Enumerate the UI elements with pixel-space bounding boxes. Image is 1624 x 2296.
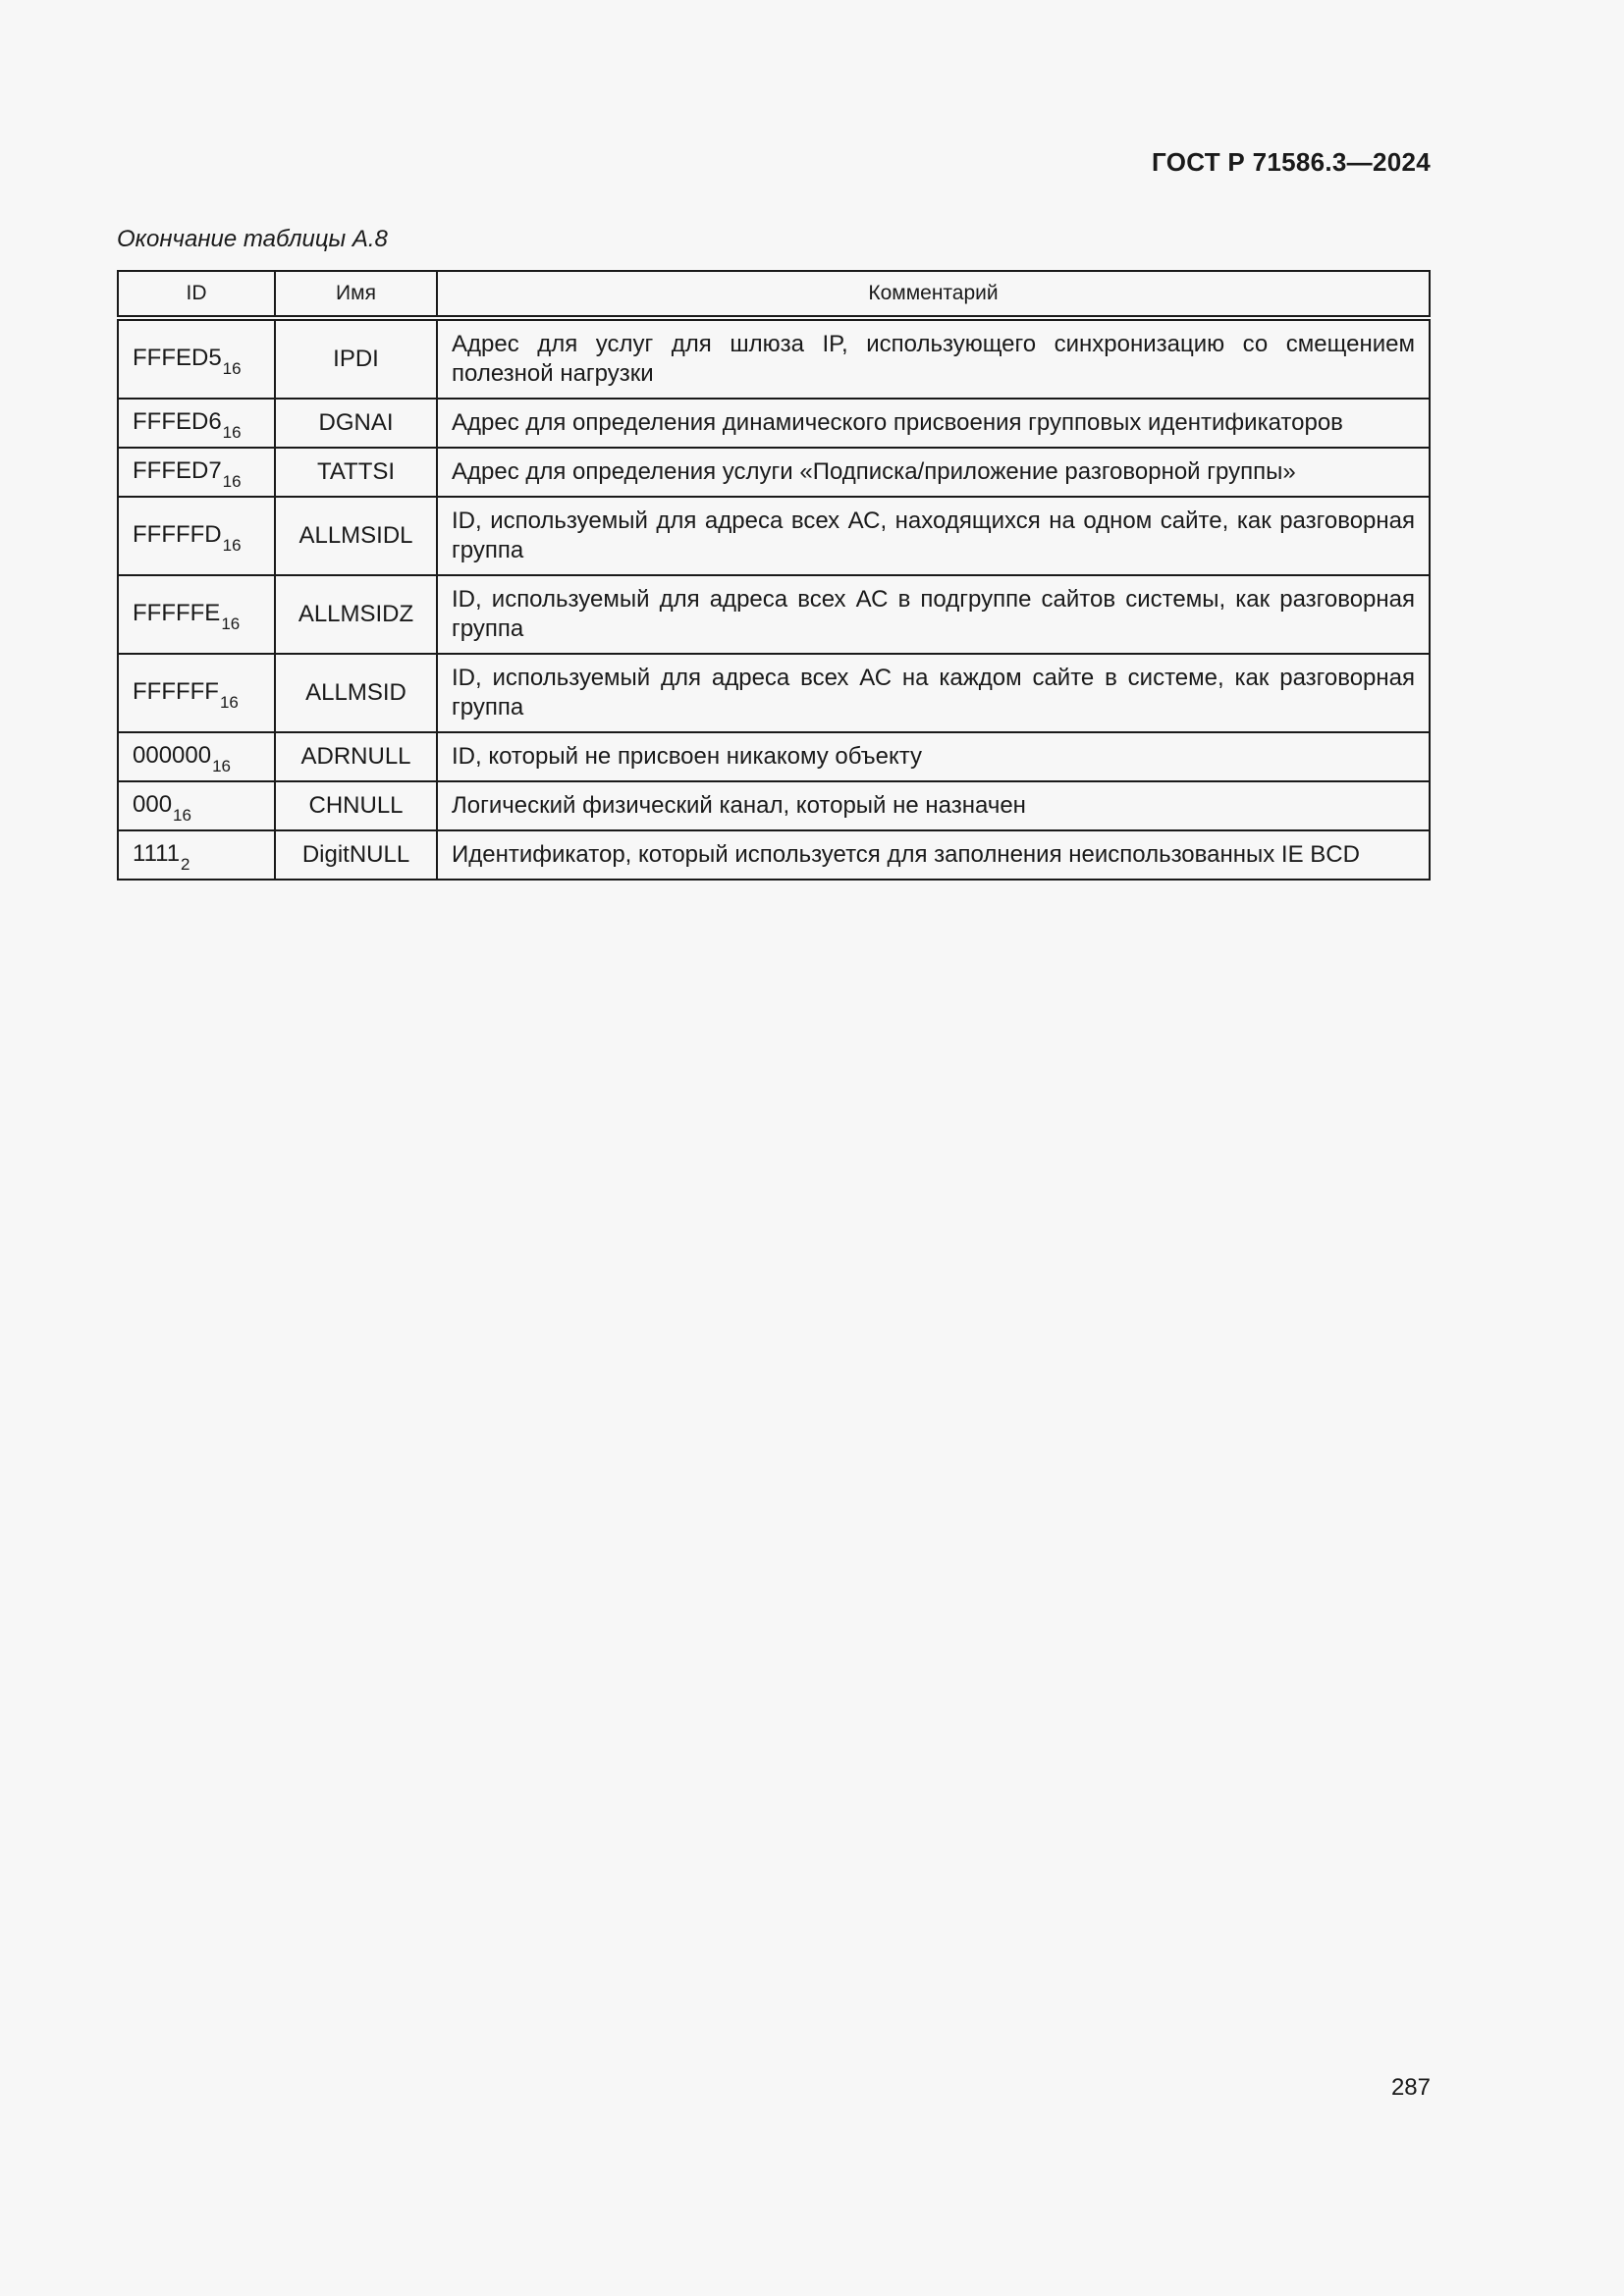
id-value: FFFFFE — [133, 600, 221, 626]
id-cell — [118, 497, 275, 575]
column-header-comment: Комментарий — [437, 271, 1430, 318]
name-cell: ALLMSID — [275, 654, 437, 732]
name-cell: ALLMSIDL — [275, 497, 437, 575]
id-cell — [118, 575, 275, 654]
name-cell: ADRNULL — [275, 732, 437, 781]
id-radix: 16 — [222, 536, 242, 555]
table-row — [118, 732, 1430, 781]
id-cell — [118, 781, 275, 830]
table-row — [118, 781, 1430, 830]
table-row — [118, 448, 1430, 497]
table-row — [118, 399, 1430, 448]
comment-cell: Адрес для услуг для шлюза IP, использующего синхронизацию со смещением полезной нагрузки — [437, 318, 1430, 399]
id-value: 000000 — [133, 742, 212, 769]
table-row — [118, 497, 1430, 575]
id-radix: 16 — [212, 757, 232, 775]
id-radix: 16 — [221, 614, 241, 633]
id-cell — [118, 318, 275, 399]
id-cell — [118, 830, 275, 880]
id-cell — [118, 399, 275, 448]
table-caption: Окончание таблицы А.8 — [117, 226, 388, 252]
table-row — [118, 830, 1430, 880]
id-value: FFFED7 — [133, 457, 222, 484]
id-cell — [118, 654, 275, 732]
comment-cell: Адрес для определения услуги «Подписка/приложение разговорной группы» — [437, 448, 1430, 497]
id-cell — [118, 448, 275, 497]
comment-cell: ID, используемый для адреса всех АС на каждом сайте в системе, как разговорная группа — [437, 654, 1430, 732]
document-code: ГОСТ Р 71586.3—2024 — [1152, 147, 1431, 177]
id-radix: 16 — [219, 693, 239, 712]
name-cell: DigitNULL — [275, 830, 437, 880]
name-cell: DGNAI — [275, 399, 437, 448]
comment-cell: ID, который не присвоен никакому объекту — [437, 732, 1430, 781]
id-value: FFFED6 — [133, 408, 222, 435]
name-cell: ALLMSIDZ — [275, 575, 437, 654]
comment-cell: ID, используемый для адреса всех АС, находящихся на одном сайте, как разговорная группа — [437, 497, 1430, 575]
name-cell: IPDI — [275, 318, 437, 399]
table-row — [118, 654, 1430, 732]
id-radix: 2 — [181, 855, 190, 874]
id-radix: 16 — [173, 806, 191, 825]
comment-cell: Идентификатор, который используется для заполнения неиспользованных IE BCD — [437, 830, 1430, 880]
comment-cell: Адрес для определения динамического присвоения групповых идентификаторов — [437, 399, 1430, 448]
id-cell — [118, 732, 275, 781]
name-cell: TATTSI — [275, 448, 437, 497]
id-value: FFFFFF — [133, 678, 219, 705]
id-radix: 16 — [222, 359, 242, 378]
id-radix: 16 — [222, 423, 242, 442]
page-number: 287 — [1390, 2074, 1431, 2101]
column-header-id: ID — [118, 271, 275, 318]
comment-cell: ID, используемый для адреса всех АС в подгруппе сайтов системы, как разговорная группа — [437, 575, 1430, 654]
comment-cell: Логический физический канал, который не назначен — [437, 781, 1430, 830]
id-radix: 16 — [222, 472, 242, 491]
id-value: 000 — [133, 791, 173, 818]
id-value: 1111 — [133, 840, 181, 867]
id-value: FFFED5 — [133, 345, 222, 371]
table-row — [118, 575, 1430, 654]
table-header-row — [118, 271, 1430, 318]
column-header-name: Имя — [275, 271, 437, 318]
table-row — [118, 318, 1430, 399]
name-cell: CHNULL — [275, 781, 437, 830]
identifiers-table — [117, 270, 1431, 881]
id-value: FFFFFD — [133, 521, 222, 548]
